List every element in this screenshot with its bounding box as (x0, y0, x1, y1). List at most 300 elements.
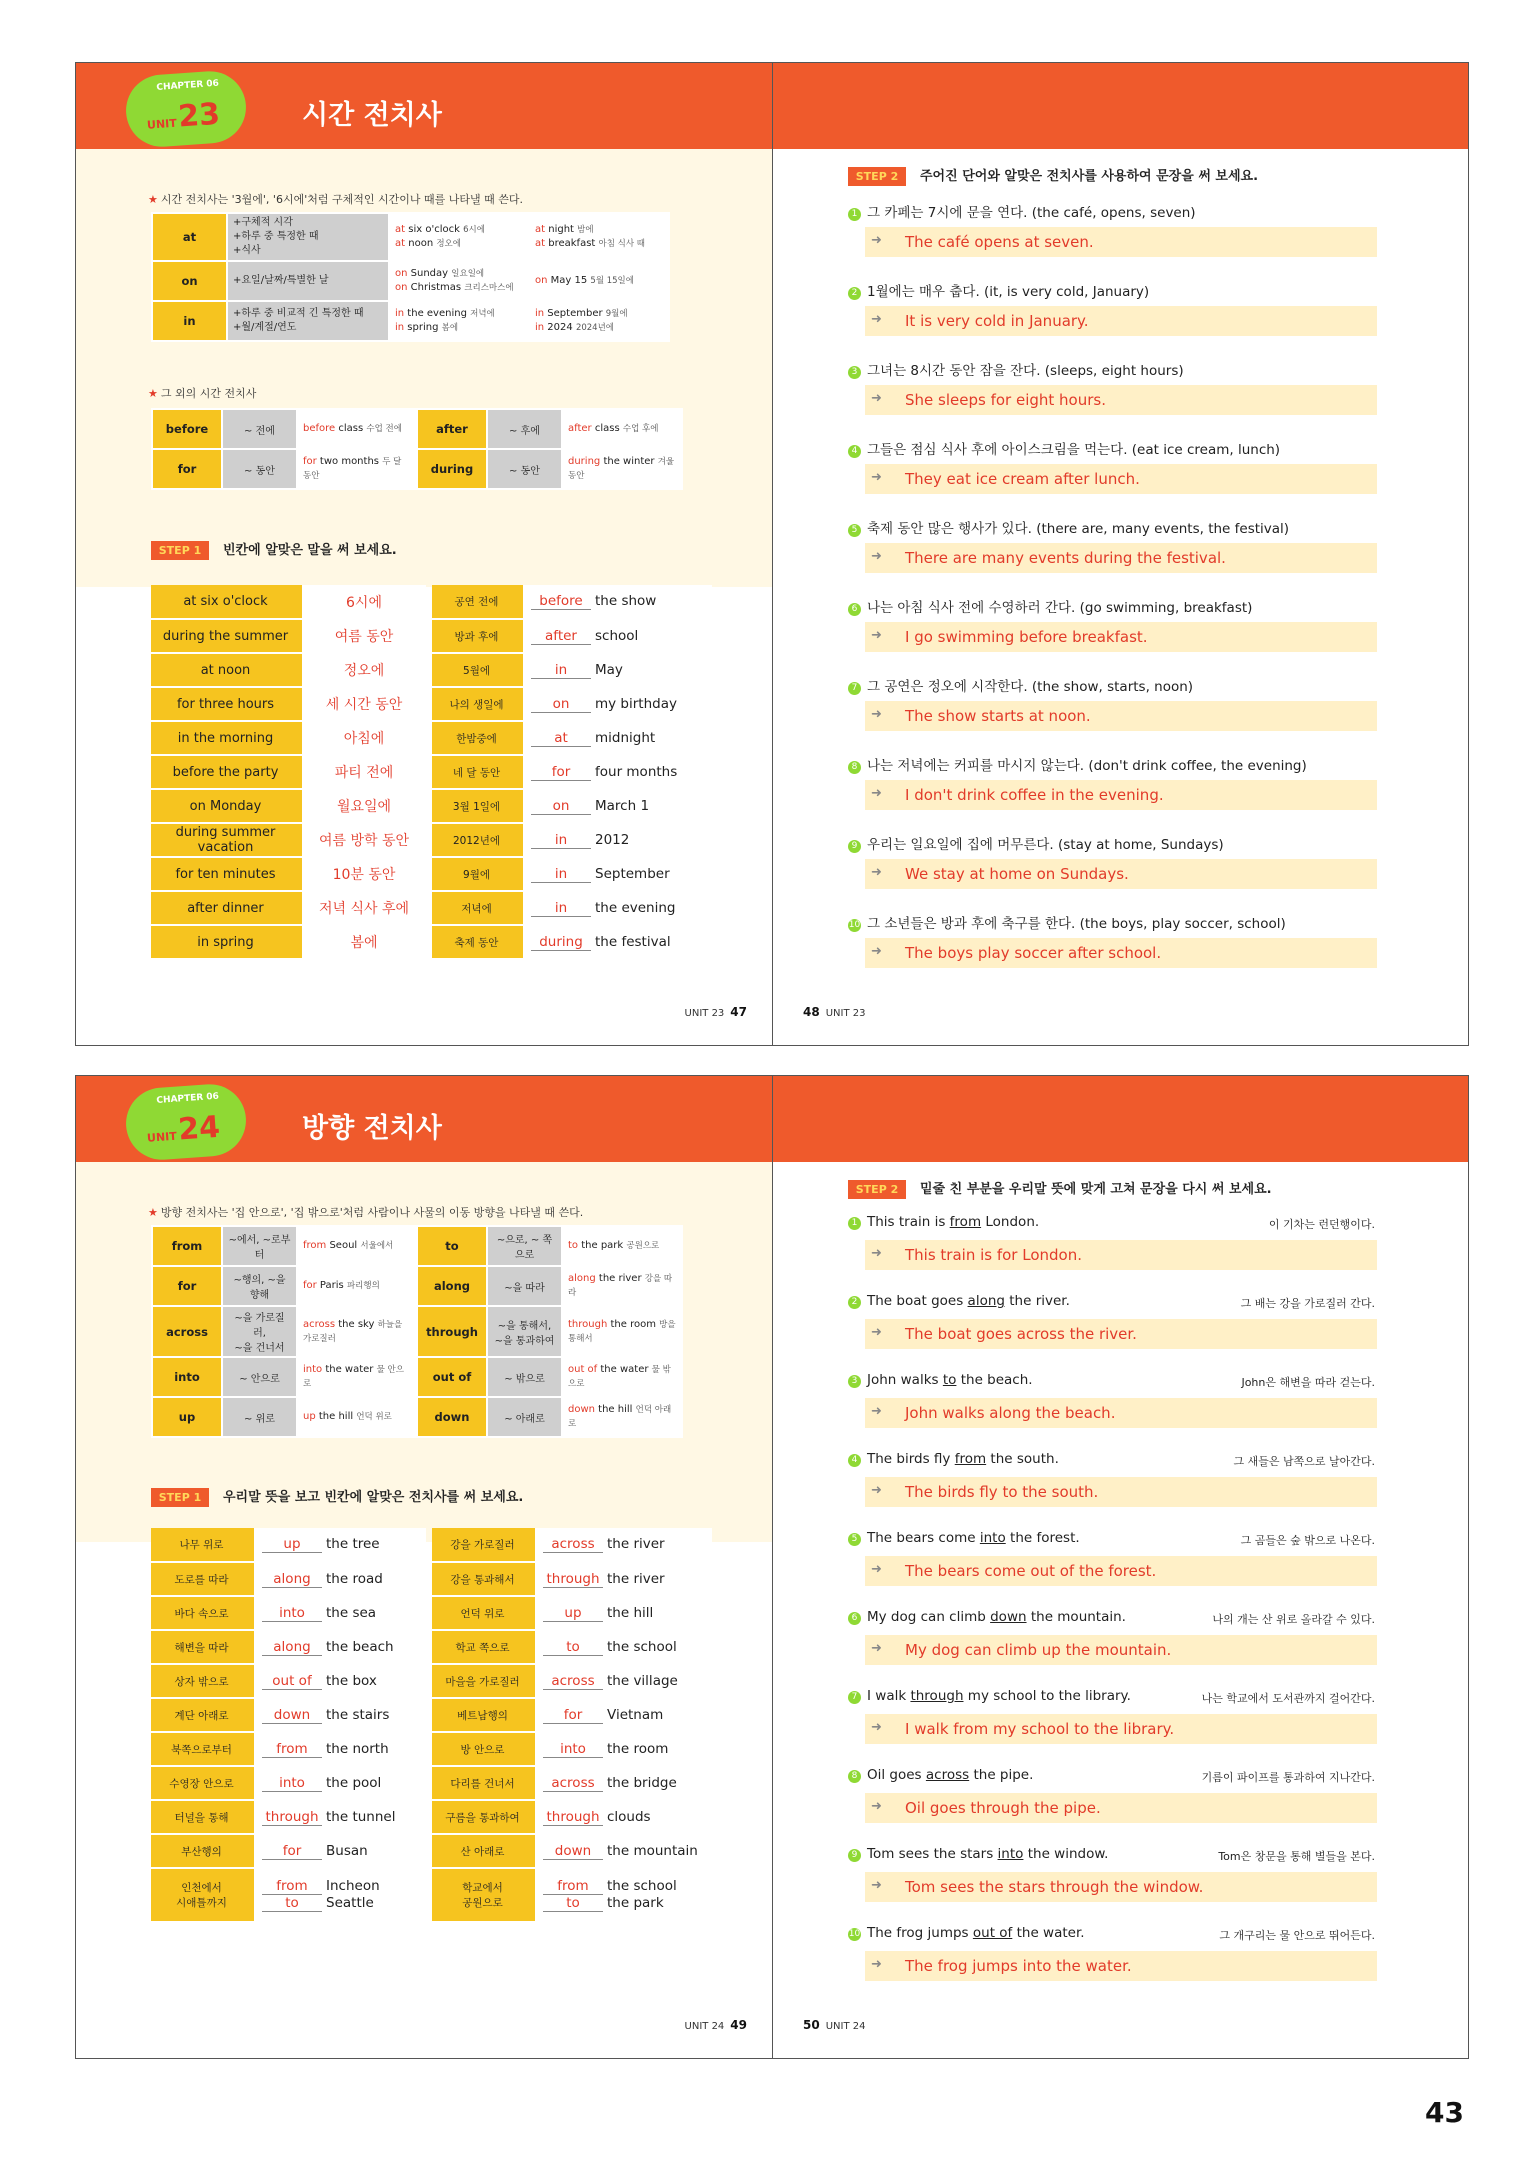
exercise-question (848, 675, 1193, 695)
answer-text: in (531, 832, 591, 849)
example-line (568, 1272, 676, 1300)
answer-blank (534, 1800, 712, 1834)
fill-row (432, 857, 712, 891)
answer-box (865, 701, 1377, 731)
question-text: 그녀는 8시간 동안 잠을 잔다. (sleeps, eight hours) (867, 363, 1184, 379)
question-ko: 기름이 파이프를 통과하여 지나간다. (1201, 1771, 1375, 1784)
prep-highlight: in (535, 308, 545, 319)
exercise-question (848, 1372, 1033, 1388)
phrase-en: for ten minutes (151, 857, 301, 891)
header-band (773, 1076, 1469, 1162)
underlined-word: from (949, 1214, 982, 1230)
arrow-icon: ➜ (871, 707, 882, 722)
underlined-word: along (967, 1293, 1005, 1309)
step1-right-table (432, 585, 712, 960)
prep-meaning: ~으로, ~ 쪽으로 (487, 1226, 562, 1266)
answer-blank (253, 1868, 426, 1922)
example-ko: 아침 식사 때 (598, 239, 645, 249)
answer-text: for (543, 1707, 603, 1724)
example-text: the water (597, 1364, 649, 1375)
example-text: Christmas (407, 282, 462, 293)
answer-blank (253, 1664, 426, 1698)
answer-sentence: I don't drink coffee in the evening. (905, 786, 1164, 804)
example-text: the sky (335, 1318, 375, 1330)
exercise-question (848, 1451, 1059, 1467)
question-text: The frog jumps (867, 1925, 973, 1941)
fill-row (151, 619, 426, 653)
phrase-ko (151, 1868, 253, 1922)
phrase-rest: May (595, 661, 623, 678)
grammar-row (152, 261, 669, 301)
answer-ko: 10분 동안 (301, 857, 426, 891)
prep-meaning: ~ 안으로 (222, 1357, 297, 1397)
prep-highlight: on (395, 282, 408, 293)
fill-row (151, 755, 426, 789)
phrase-en: after dinner (151, 891, 301, 925)
prep-highlight: in (395, 308, 405, 319)
example-line (535, 223, 663, 237)
question-ko: Tom은 창문을 통해 별들을 본다. (1218, 1850, 1375, 1863)
prep-highlight: for (303, 1280, 317, 1291)
other-prep-table (151, 408, 683, 490)
answer-text: from (543, 1878, 603, 1895)
phrase-en: in the morning (151, 721, 301, 755)
arrow-icon: ➜ (871, 628, 882, 643)
phrase-rest: Seattle (326, 1895, 374, 1911)
answer-ko: 여름 동안 (301, 619, 426, 653)
underlined-word: through (910, 1688, 964, 1704)
exercise-question (848, 1293, 1070, 1309)
prep-highlight: from (303, 1240, 327, 1251)
question-text: my school to the library. (963, 1688, 1131, 1704)
question-ko: 그 배는 강을 가로질러 간다. (1240, 1297, 1375, 1310)
answer-box (865, 385, 1377, 415)
answer-blank (253, 1562, 426, 1596)
answer-ko: 파티 전에 (301, 755, 426, 789)
exercise-number: 8 (848, 1770, 861, 1783)
answer-box (865, 464, 1377, 494)
unit-title: 시간 전치사 (302, 100, 442, 131)
answer-box (865, 1556, 1377, 1586)
answer-box (865, 622, 1377, 652)
answer-sentence: This train is for London. (905, 1246, 1082, 1264)
question-text: The bears come (867, 1530, 980, 1546)
page-footer: UNIT 24 49 (684, 2018, 747, 2032)
prep-example (562, 1357, 682, 1397)
exercise-number: 2 (848, 287, 861, 300)
phrase-rest: the pool (326, 1774, 382, 1791)
example-line (303, 1279, 411, 1293)
example-ko: 일요일에 (451, 269, 485, 279)
answer-sentence: John walks along the beach. (905, 1404, 1116, 1422)
answer-box (865, 227, 1377, 257)
example-ko: 6시에 (463, 225, 485, 235)
prep-highlight: at (395, 238, 406, 249)
arrow-icon: ➜ (871, 312, 882, 327)
phrase-ko-line: 공원으로 (462, 1897, 503, 1909)
arrow-icon: ➜ (871, 549, 882, 564)
question-text: the window. (1023, 1846, 1109, 1862)
prep-highlight: in (395, 322, 405, 333)
page-47 (76, 63, 773, 1045)
phrase-en: in spring (151, 925, 301, 959)
prep-meaning: ~ 후에 (487, 409, 562, 449)
phrase-ko: 북쪽으로부터 (151, 1732, 253, 1766)
example-ko: 2024년에 (575, 323, 615, 333)
answer-text: into (262, 1605, 322, 1622)
exercise-question (848, 517, 1289, 537)
answer-ko: 월요일에 (301, 789, 426, 823)
question-text: 나는 저녁에는 커피를 마시지 않는다. (don't drink coffee, the evening) (867, 758, 1307, 774)
answer-line (543, 1895, 712, 1912)
phrase-ko: 구름을 통과하여 (432, 1800, 534, 1834)
phrase-ko-line: 인천에서 (181, 1882, 222, 1894)
example-text: the winter (600, 456, 655, 467)
arrow-icon: ➜ (871, 865, 882, 880)
step1-heading: STEP 1 빈칸에 알맞은 말을 써 보세요. (151, 539, 397, 558)
prep-highlight: at (395, 224, 406, 235)
prep-key: for (152, 449, 222, 489)
phrase-rest: the tree (326, 1536, 380, 1552)
answer-blank (253, 1698, 426, 1732)
phrase-rest: the school (607, 1878, 677, 1894)
answer-text: through (262, 1809, 322, 1826)
example-ko: 크리스마스에 (464, 283, 514, 293)
prep-highlight: during (568, 456, 601, 467)
exercise-number: 8 (848, 761, 861, 774)
page-footer: 48 UNIT 23 (803, 1005, 866, 1019)
underlined-word: across (925, 1767, 970, 1783)
phrase-rest: the river (607, 1570, 665, 1587)
fill-row (432, 1630, 712, 1664)
answer-blank (534, 1698, 712, 1732)
phrase-rest: the river (607, 1536, 665, 1552)
phrase-ko: 산 아래로 (432, 1834, 534, 1868)
other-title: ★ 그 외의 시간 전치사 (148, 387, 257, 400)
spread-unit24 (75, 1075, 1469, 2059)
prep-example (297, 1226, 417, 1266)
phrase-rest: the show (595, 593, 657, 609)
phrase-rest: the road (326, 1570, 383, 1587)
question-text: The birds fly (867, 1451, 955, 1467)
prep-meaning: ~ 아래로 (487, 1397, 562, 1437)
prep-meaning: +구체적 시각 +하루 중 특정한 때 +식사 (227, 213, 389, 261)
fill-row (151, 1834, 426, 1868)
answer-text: in (531, 662, 591, 679)
question-text: 1월에는 매우 춥다. (it, is very cold, January) (867, 284, 1150, 300)
example-line (395, 281, 523, 295)
answer-blank (522, 687, 712, 721)
example-text: class (591, 423, 620, 434)
answer-ko: 아침에 (301, 721, 426, 755)
prep-key: into (152, 1357, 222, 1397)
answer-text: on (531, 696, 591, 713)
prep-example (562, 1306, 682, 1357)
question-text: 나는 아침 식사 전에 수영하러 간다. (go swimming, breakfast) (867, 600, 1253, 616)
grammar-row (152, 1306, 682, 1357)
phrase-rest: the mountain (607, 1842, 698, 1859)
prep-key: from (152, 1226, 222, 1266)
answer-ko: 6시에 (301, 585, 426, 619)
arrow-icon: ➜ (871, 1325, 882, 1340)
answer-sentence: She sleeps for eight hours. (905, 391, 1106, 409)
phrase-rest: the village (607, 1672, 678, 1689)
example-text: night (545, 224, 574, 235)
prep-meaning: ~을 통해서, ~을 통과하여 (487, 1306, 562, 1357)
example-line (568, 1403, 676, 1431)
question-ko: 나의 개는 산 위로 올라갈 수 있다. (1212, 1613, 1375, 1626)
answer-line (262, 1895, 426, 1912)
prep-key: after (417, 409, 487, 449)
example-ko: 강을 따라 (568, 1274, 673, 1298)
phrase-ko: 2012년에 (432, 823, 522, 857)
question-ko: 그 곰들은 숲 밖으로 나온다. (1240, 1534, 1375, 1547)
answer-text: up (262, 1536, 322, 1553)
step1-heading: STEP 1 우리말 뜻을 보고 빈칸에 알맞은 전치사를 써 보세요. (151, 1486, 523, 1505)
example-text: six o'clock (405, 224, 460, 235)
question-ko: 나는 학교에서 도서관까지 걸어간다. (1201, 1692, 1375, 1705)
fill-row (432, 1800, 712, 1834)
fill-row (151, 857, 426, 891)
arrow-icon: ➜ (871, 786, 882, 801)
answer-blank (253, 1800, 426, 1834)
question-text: My dog can climb (867, 1609, 991, 1625)
answer-text: down (543, 1843, 603, 1860)
prep-highlight: out of (568, 1364, 598, 1375)
spread-unit23 (75, 62, 1469, 1046)
answer-sentence: The café opens at seven. (905, 233, 1094, 251)
prep-examples (389, 301, 529, 341)
fill-row (151, 585, 426, 619)
answer-text: to (543, 1895, 603, 1912)
fill-row (151, 925, 426, 959)
prep-meaning: ~을 가로질러, ~을 건너서 (222, 1306, 297, 1357)
exercise-number: 3 (848, 1375, 861, 1388)
answer-sentence: Tom sees the stars through the window. (905, 1878, 1204, 1896)
example-text: breakfast (545, 238, 596, 249)
example-text: May 15 (547, 275, 588, 286)
answer-sentence: I go swimming before breakfast. (905, 628, 1148, 646)
answer-text: on (531, 798, 591, 815)
phrase-ko: 5월에 (432, 653, 522, 687)
answer-text: from (262, 1741, 322, 1758)
phrase-ko (432, 1868, 534, 1922)
time-prep-table (151, 212, 670, 342)
phrase-ko: 나무 위로 (151, 1528, 253, 1562)
prep-key: before (152, 409, 222, 449)
question-text: 축제 동안 많은 행사가 있다. (there are, many events, the festival) (867, 521, 1290, 537)
phrase-ko: 학교 쪽으로 (432, 1630, 534, 1664)
grammar-row (152, 213, 669, 261)
fill-row (432, 653, 712, 687)
prep-example (562, 1266, 682, 1306)
phrase-rest: the evening (595, 899, 676, 916)
question-text: London. (981, 1214, 1040, 1230)
unit-badge (124, 1082, 249, 1162)
prep-examples (389, 261, 529, 301)
phrase-rest: my birthday (595, 695, 677, 712)
fill-row (432, 1698, 712, 1732)
phrase-ko: 마을을 가로질러 (432, 1664, 534, 1698)
exercise-number: 10 (848, 920, 861, 930)
exercise-question (848, 438, 1280, 458)
fill-row (432, 823, 712, 857)
answer-box (865, 1240, 1377, 1270)
fill-row (151, 891, 426, 925)
answer-blank (253, 1528, 426, 1562)
star-icon: ★ (148, 193, 158, 206)
star-icon: ★ (148, 1206, 158, 1219)
exercise-number: 4 (848, 1454, 861, 1467)
example-text: the hill (594, 1404, 633, 1415)
question-text: the water. (1012, 1925, 1085, 1941)
prep-example (562, 409, 682, 449)
fill-row (151, 1868, 426, 1922)
arrow-icon: ➜ (871, 1720, 882, 1735)
phrase-rest: 2012 (595, 831, 630, 848)
prep-highlight: at (535, 238, 546, 249)
phrase-ko: 나의 생일에 (432, 687, 522, 721)
question-ko: 그 개구리는 물 안으로 뛰어든다. (1219, 1929, 1375, 1942)
answer-text: at (531, 730, 591, 747)
exercise-question (848, 1925, 1085, 1941)
answer-line (262, 1878, 426, 1895)
fill-row (151, 653, 426, 687)
example-text: Seoul (326, 1240, 358, 1251)
example-text: Paris (316, 1280, 344, 1291)
prep-highlight: into (303, 1364, 323, 1375)
phrase-en: during summer vacation (151, 823, 301, 857)
fill-row (432, 1834, 712, 1868)
prep-highlight: up (303, 1411, 316, 1422)
underlined-word: out of (972, 1925, 1013, 1941)
answer-blank (253, 1732, 426, 1766)
answer-blank (534, 1868, 712, 1922)
prep-meaning: +하루 중 비교적 긴 특정한 때 +월/계절/연도 (227, 301, 389, 341)
answer-box (865, 306, 1377, 336)
answer-blank (534, 1766, 712, 1800)
answer-ko: 여름 방학 동안 (301, 823, 426, 857)
exercise-question (848, 596, 1252, 616)
answer-line (543, 1878, 712, 1895)
question-ko: 이 기차는 런던행이다. (1268, 1218, 1375, 1231)
exercise-question (848, 359, 1184, 379)
prep-example (297, 1357, 417, 1397)
answer-blank (522, 891, 712, 925)
exercise-number: 7 (848, 1691, 861, 1704)
prep-highlight: on (395, 268, 408, 279)
exercise-number: 4 (848, 445, 861, 458)
grammar-row (152, 409, 682, 449)
prep-example (562, 1397, 682, 1437)
example-text: two months (316, 456, 379, 467)
grammar-intro: ★ 방향 전치사는 '집 안으로', '집 밖으로'처럼 사람이나 사물의 이동 방향을 나타낼 때 쓴다. (148, 1206, 584, 1219)
example-text: 2024 (544, 322, 573, 333)
fill-row (432, 687, 712, 721)
phrase-ko: 다리를 건너서 (432, 1766, 534, 1800)
question-text: I walk (867, 1688, 911, 1704)
answer-box (865, 1793, 1377, 1823)
answer-ko: 세 시간 동안 (301, 687, 426, 721)
grammar-row (152, 1357, 682, 1397)
grammar-row (152, 1397, 682, 1437)
prep-meaning: ~에서, ~로부터 (222, 1226, 297, 1266)
prep-meaning: ~행의, ~을 향해 (222, 1266, 297, 1306)
example-line (303, 1239, 411, 1253)
prep-key: along (417, 1266, 487, 1306)
answer-sentence: We stay at home on Sundays. (905, 865, 1129, 883)
fill-row (432, 891, 712, 925)
answer-blank (534, 1732, 712, 1766)
phrase-rest: the stairs (326, 1706, 390, 1723)
answer-text: across (543, 1673, 603, 1690)
prep-examples (389, 213, 529, 261)
example-text: the park (578, 1240, 624, 1251)
example-ko: 수업 전에 (366, 424, 402, 434)
answer-text: during (531, 934, 591, 951)
step2-heading: STEP 2 주어진 단어와 알맞은 전치사를 사용하여 문장을 써 보세요. (848, 165, 1258, 184)
underlined-word: into (979, 1530, 1006, 1546)
answer-blank (534, 1664, 712, 1698)
answer-box (865, 1714, 1377, 1744)
question-ko: 그 새들은 남쪽으로 날아간다. (1233, 1455, 1375, 1468)
exercise-question (848, 1767, 1033, 1783)
grammar-intro: ★ 시간 전치사는 '3월에', '6시에'처럼 구체적인 시간이나 때를 나타낼 때 쓴다. (148, 193, 523, 206)
phrase-ko: 축제 동안 (432, 925, 522, 959)
example-ko: 수업 후에 (622, 424, 659, 434)
answer-box (865, 938, 1377, 968)
answer-blank (522, 585, 712, 619)
example-line (395, 237, 523, 251)
phrase-en: during the summer (151, 619, 301, 653)
example-ko: 하늘을 가로질러 (303, 1319, 403, 1344)
fill-row (151, 1766, 426, 1800)
answer-blank (253, 1766, 426, 1800)
prep-highlight: along (568, 1273, 596, 1284)
phrase-rest: the park (607, 1895, 664, 1911)
answer-sentence: I walk from my school to the library. (905, 1720, 1175, 1738)
prep-highlight: at (535, 224, 546, 235)
page-49 (76, 1076, 773, 2058)
example-line (535, 274, 663, 288)
answer-box (865, 1872, 1377, 1902)
example-line (303, 1363, 411, 1391)
example-line (568, 1363, 676, 1391)
page-number: 43 (1425, 2096, 1464, 2129)
answer-blank (522, 721, 712, 755)
phrase-en: before the party (151, 755, 301, 789)
question-text: This train is (867, 1214, 950, 1230)
question-text: 우리는 일요일에 집에 머무른다. (stay at home, Sundays) (867, 837, 1224, 853)
fill-row (151, 1630, 426, 1664)
answer-blank (522, 653, 712, 687)
prep-key: through (417, 1306, 487, 1357)
prep-highlight: across (303, 1318, 336, 1330)
fill-row (432, 1868, 712, 1922)
example-ko: 겨울 동안 (568, 457, 675, 481)
phrase-ko: 상자 밖으로 (151, 1664, 253, 1698)
page-footer: UNIT 23 47 (684, 1005, 747, 1019)
phrase-rest: the school (607, 1638, 677, 1655)
fill-row (432, 619, 712, 653)
prep-highlight: for (303, 456, 317, 467)
step1-right-table (432, 1528, 712, 1923)
fill-row (151, 1664, 426, 1698)
page-footer: 50 UNIT 24 (803, 2018, 866, 2032)
phrase-rest: Incheon (326, 1878, 380, 1894)
phrase-rest: clouds (607, 1808, 651, 1825)
fill-row (151, 1698, 426, 1732)
